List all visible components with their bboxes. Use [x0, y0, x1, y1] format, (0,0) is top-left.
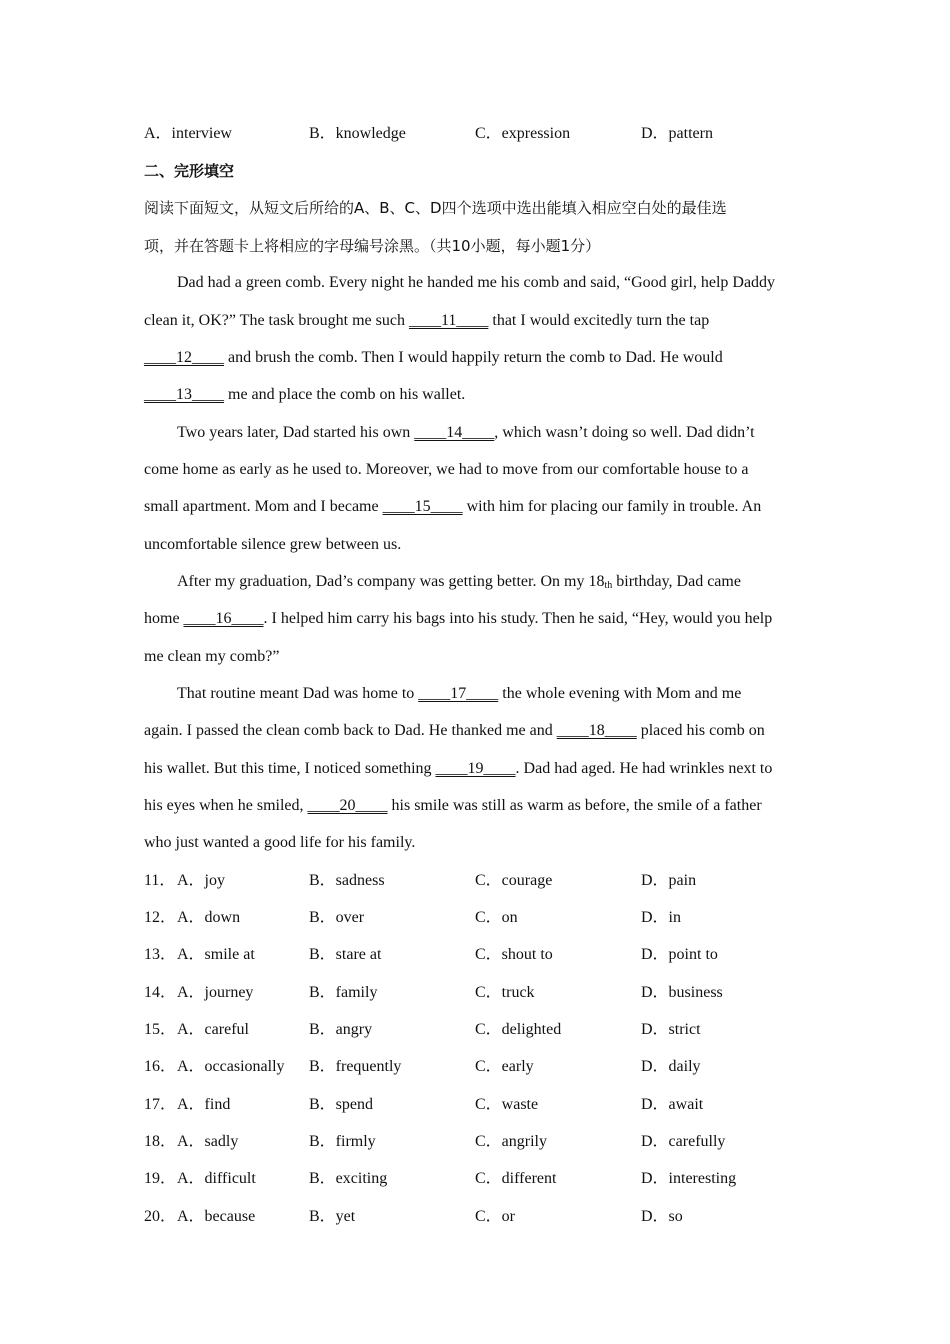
passage-text: . I helped him carry his bags into his study. Then he said, “Hey, would you help — [263, 610, 773, 627]
option-b: B．stare at — [309, 946, 382, 963]
passage-text: me and place the comb on his wallet. — [224, 386, 466, 403]
blank-12: ____12____ — [144, 349, 224, 366]
blank-13: ____13____ — [144, 386, 224, 403]
passage-line — [144, 794, 762, 818]
option-b: B．family — [309, 984, 378, 1001]
ordinal-suffix: th — [604, 580, 613, 591]
blank-11: ____11____ — [408, 312, 489, 329]
option-d: D．point to — [641, 946, 718, 963]
question-row — [144, 1130, 806, 1154]
passage-line — [177, 570, 741, 594]
blank-19: ____19____ — [435, 760, 516, 777]
option-b: B．knowledge — [309, 125, 406, 142]
passage-text: placed his comb on — [636, 722, 765, 739]
passage-line — [144, 346, 723, 370]
blank-14: ____14____ — [414, 424, 495, 441]
passage-line — [177, 682, 741, 706]
question-number: 16． — [144, 1058, 177, 1075]
option-b: B．firmly — [309, 1133, 376, 1150]
option-b: B．over — [309, 909, 365, 926]
option-a: A．because — [177, 1208, 256, 1225]
question-row — [144, 906, 806, 930]
passage-text: that I would excitedly turn the tap — [488, 312, 710, 329]
option-c: C．truck — [475, 984, 535, 1001]
option-a: A．occasionally — [177, 1058, 285, 1075]
option-c: C．courage — [475, 872, 553, 889]
passage-text: his eyes when he smiled, — [144, 797, 308, 814]
question-row — [144, 943, 806, 967]
option-c: C．angrily — [475, 1133, 547, 1150]
passage-line — [144, 383, 465, 407]
option-c: C．delighted — [475, 1021, 562, 1038]
option-d: D．so — [641, 1208, 683, 1225]
passage-text: and brush the comb. Then I would happily return the comb to Dad. He would — [224, 349, 723, 366]
passage-line: uncomfortable silence grew between us. — [144, 536, 402, 553]
blank-17: ____17____ — [418, 685, 499, 702]
passage-text: again. I passed the clean comb back to Dad. He thanked me and — [144, 722, 557, 739]
instructions-line-1: 阅读下面短文，从短文后所给的A、B、C、D四个选项中选出能填入相应空白处的最佳选 — [144, 199, 727, 217]
option-a: A．interview — [144, 125, 232, 142]
option-b: B．frequently — [309, 1058, 402, 1075]
question-row — [144, 1167, 806, 1191]
option-c: C．or — [475, 1208, 516, 1225]
question-row — [144, 869, 806, 893]
question-row — [144, 1093, 806, 1117]
option-b: B．sadness — [309, 872, 385, 889]
passage-text: . Dad had aged. He had wrinkles next to — [515, 760, 773, 777]
option-b: B．angry — [309, 1021, 373, 1038]
option-c: C．on — [475, 909, 518, 926]
option-a: A．down — [177, 909, 241, 926]
passage-text: with him for placing our family in trouble. An — [462, 498, 762, 515]
passage-line: me clean my comb?” — [144, 648, 280, 665]
option-a: A．sadly — [177, 1133, 239, 1150]
passage-line: who just wanted a good life for his family. — [144, 834, 416, 851]
passage-text: home — [144, 610, 184, 627]
option-d: D．business — [641, 984, 723, 1001]
passage-line — [144, 495, 761, 519]
question-number: 11． — [144, 872, 176, 889]
option-a: A．smile at — [177, 946, 255, 963]
option-d: D．pain — [641, 872, 697, 889]
passage-line — [144, 607, 772, 631]
passage-line — [177, 421, 755, 445]
option-a: A．difficult — [177, 1170, 256, 1187]
passage-text: his smile was still as warm as before, the smile of a father — [387, 797, 762, 814]
instructions-line-2: 项，并在答题卡上将相应的字母编号涂黑。（共10小题，每小题1分） — [144, 237, 601, 255]
option-a: A．find — [177, 1096, 231, 1113]
question-number: 18． — [144, 1133, 177, 1150]
option-d: D．strict — [641, 1021, 701, 1038]
option-d: D．interesting — [641, 1170, 737, 1187]
passage-text: small apartment. Mom and I became — [144, 498, 383, 515]
option-b: B．exciting — [309, 1170, 388, 1187]
option-d: D．await — [641, 1096, 704, 1113]
passage-text: That routine meant Dad was home to — [177, 685, 419, 702]
question-row — [144, 1055, 806, 1079]
passage-text: Two years later, Dad started his own — [177, 424, 415, 441]
option-b: B．spend — [309, 1096, 374, 1113]
option-c: C．waste — [475, 1096, 539, 1113]
blank-20: ____20____ — [307, 797, 388, 814]
passage-line — [144, 757, 772, 781]
passage-text: his wallet. But this time, I noticed something — [144, 760, 436, 777]
question-number: 13． — [144, 946, 177, 963]
option-c: C．early — [475, 1058, 534, 1075]
passage-text: clean it, OK?” The task brought me such — [144, 312, 409, 329]
option-a: A．careful — [177, 1021, 249, 1038]
prev-question-options — [144, 122, 806, 146]
question-number: 19． — [144, 1170, 177, 1187]
question-row — [144, 981, 806, 1005]
section-title: 二、完形填空 — [144, 162, 235, 180]
question-number: 15． — [144, 1021, 177, 1038]
option-d: D．pattern — [641, 125, 713, 142]
passage-text: the whole evening with Mom and me — [498, 685, 742, 702]
question-row — [144, 1018, 806, 1042]
option-a: A．journey — [177, 984, 254, 1001]
question-number: 20． — [144, 1208, 177, 1225]
option-d: D．in — [641, 909, 682, 926]
passage-line: Dad had a green comb. Every night he handed me his comb and said, “Good girl, help Daddy — [177, 274, 776, 291]
question-row — [144, 1205, 806, 1229]
passage-line — [144, 309, 709, 333]
passage-text: After my graduation, Dad’s company was getting better. On my 18 — [177, 573, 605, 590]
option-b: B．yet — [309, 1208, 356, 1225]
blank-15: ____15____ — [382, 498, 463, 515]
option-d: D．daily — [641, 1058, 701, 1075]
option-c: C．shout to — [475, 946, 553, 963]
blank-16: ____16____ — [183, 610, 264, 627]
option-c: C．different — [475, 1170, 557, 1187]
question-number: 17． — [144, 1096, 177, 1113]
question-number: 14． — [144, 984, 177, 1001]
question-number: 12． — [144, 909, 177, 926]
passage-line — [144, 719, 765, 743]
option-c: C．expression — [475, 125, 571, 142]
option-d: D．carefully — [641, 1133, 726, 1150]
option-a: A．joy — [177, 872, 226, 889]
passage-text: birthday, Dad came — [612, 573, 741, 590]
passage-text: , which wasn’t doing so well. Dad didn’t — [494, 424, 755, 441]
blank-18: ____18____ — [556, 722, 637, 739]
passage-line: come home as early as he used to. Moreover, we had to move from our comfortable house to a — [144, 461, 749, 478]
